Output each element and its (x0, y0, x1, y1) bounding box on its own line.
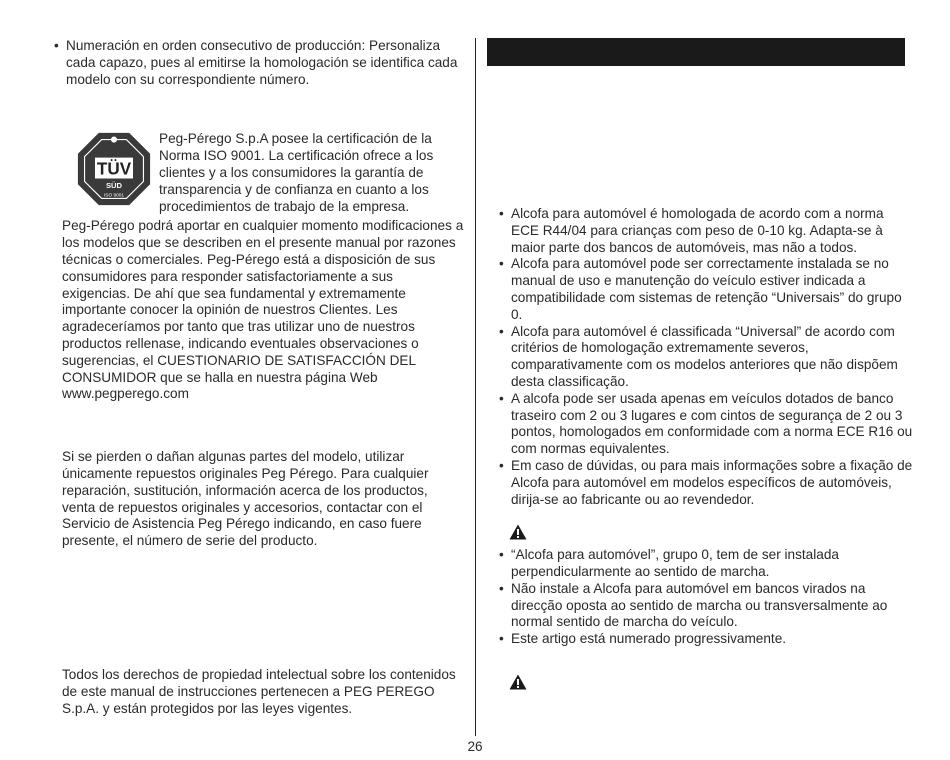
warning-icon (509, 674, 527, 690)
page-number: 26 (467, 739, 483, 754)
tuv-logo-iso: ISO 9001 (103, 193, 125, 199)
certification-text: Peg-Pérego S.p.A posee la certificación de la Norma ISO 9001. La certificación ofrece a los clientes y a los consumidores la garantía de transparencia y de confianza en cuanto a los procedimientos de trabajo de la empresa. (159, 131, 434, 214)
list-item: • Não instale a Alcofa para automóvel em bancos virados na direcção oposta ao sentido de marcha ou transversalmente ao normal sentido de marcha do veículo. (497, 581, 915, 631)
warning-icon (509, 524, 527, 540)
spare-parts-paragraph: Si se pierden o dañan algunas partes del modelo, utilizar únicamente repuestos originales Peg Pérego. Para cualquier reparación, sustitución, información acerca de los productos, venta de repuestos originales y accesorios, contactar con el Servicio de Asistencia Peg Pérego indicando, en caso fuere presente, el número de serie del producto. (62, 449, 429, 549)
modifications-paragraph: Peg-Pérego podrá aportar en cualquier momento modificaciones a los modelos que se describen en el presente manual por razones técnicas o comerciales. Peg-Pérego está a disposición de sus consumidores para responder satisfactoriamente a sus exigencias. De ahí que sea fundamental y extremamente importante conocer la opinión de nuestros Clientes. Les agradeceríamos por tanto que tras utilizar uno de nuestros productos rellenase, indicando eventuales observaciones o sugerencias, el CUESTIONARIO DE SATISFACCIÓN DEL CONSUMIDOR que se halla en nuestra página Web www.pegperego.com (62, 218, 464, 402)
tuv-logo-main: TÜV (96, 160, 132, 180)
tuv-logo-sub: SÜD (105, 181, 123, 191)
list-item: • Alcofa para automóvel é homologada de acordo com a norma ECE R44/04 para crianças com peso de 0-10 kg. Adapta-se à maior parte dos bancos de automóveis, mas não a todos. (497, 206, 915, 256)
intellectual-property-paragraph: Todos los derechos de propiedad intelectual sobre los contenidos de este manual de instrucciones pertenecen a PEG PEREGO S.p.A. y están protegidos por las leyes vigentes. (62, 666, 456, 716)
homologation-list (497, 206, 915, 508)
column-divider (475, 38, 476, 736)
left-column (52, 38, 464, 717)
list-item: • Alcofa para automóvel é classificada “Universal” de acordo com critérios de homologação extremamente severos, comparativamente com os modelos anteriores que não dispõem desta classificação. (497, 324, 915, 391)
list-item: • “Alcofa para automóvel”, grupo 0, tem de ser instalada perpendicularmente ao sentido de marcha. (497, 547, 915, 581)
production-numbering-bullet: • Numeración en orden consecutivo de producción: Personaliza cada capazo, pues al emitirse la homologación se identifica cada modelo con su correspondiente número. (52, 38, 464, 88)
list-item: • Este artigo está numerado progressivamente. (497, 631, 915, 648)
list-item: • Alcofa para automóvel pode ser correctamente instalada se no manual de uso e manutenção do veículo estiver indicada a compatibilidade com sistemas de retenção “Universais” do grupo 0. (497, 256, 915, 323)
list-item: • Em caso de dúvidas, ou para mais informações sobre a fixação de Alcofa para automóvel em modelos específicos de automóveis, dirija-se ao fabricante ou ao revendedor. (497, 458, 915, 508)
tuv-sud-iso-logo (76, 131, 152, 207)
section-header-bar (487, 38, 905, 66)
certification-block (52, 131, 464, 214)
list-item: • A alcofa pode ser usada apenas em veículos dotados de banco traseiro com 2 ou 3 lugares e com cintos de segurança de 2 ou 3 pontos, homologados em conformidade com a norma ECE R16 ou com normas equivalentes. (497, 391, 915, 458)
right-column (497, 38, 915, 695)
warning-list (497, 547, 915, 648)
